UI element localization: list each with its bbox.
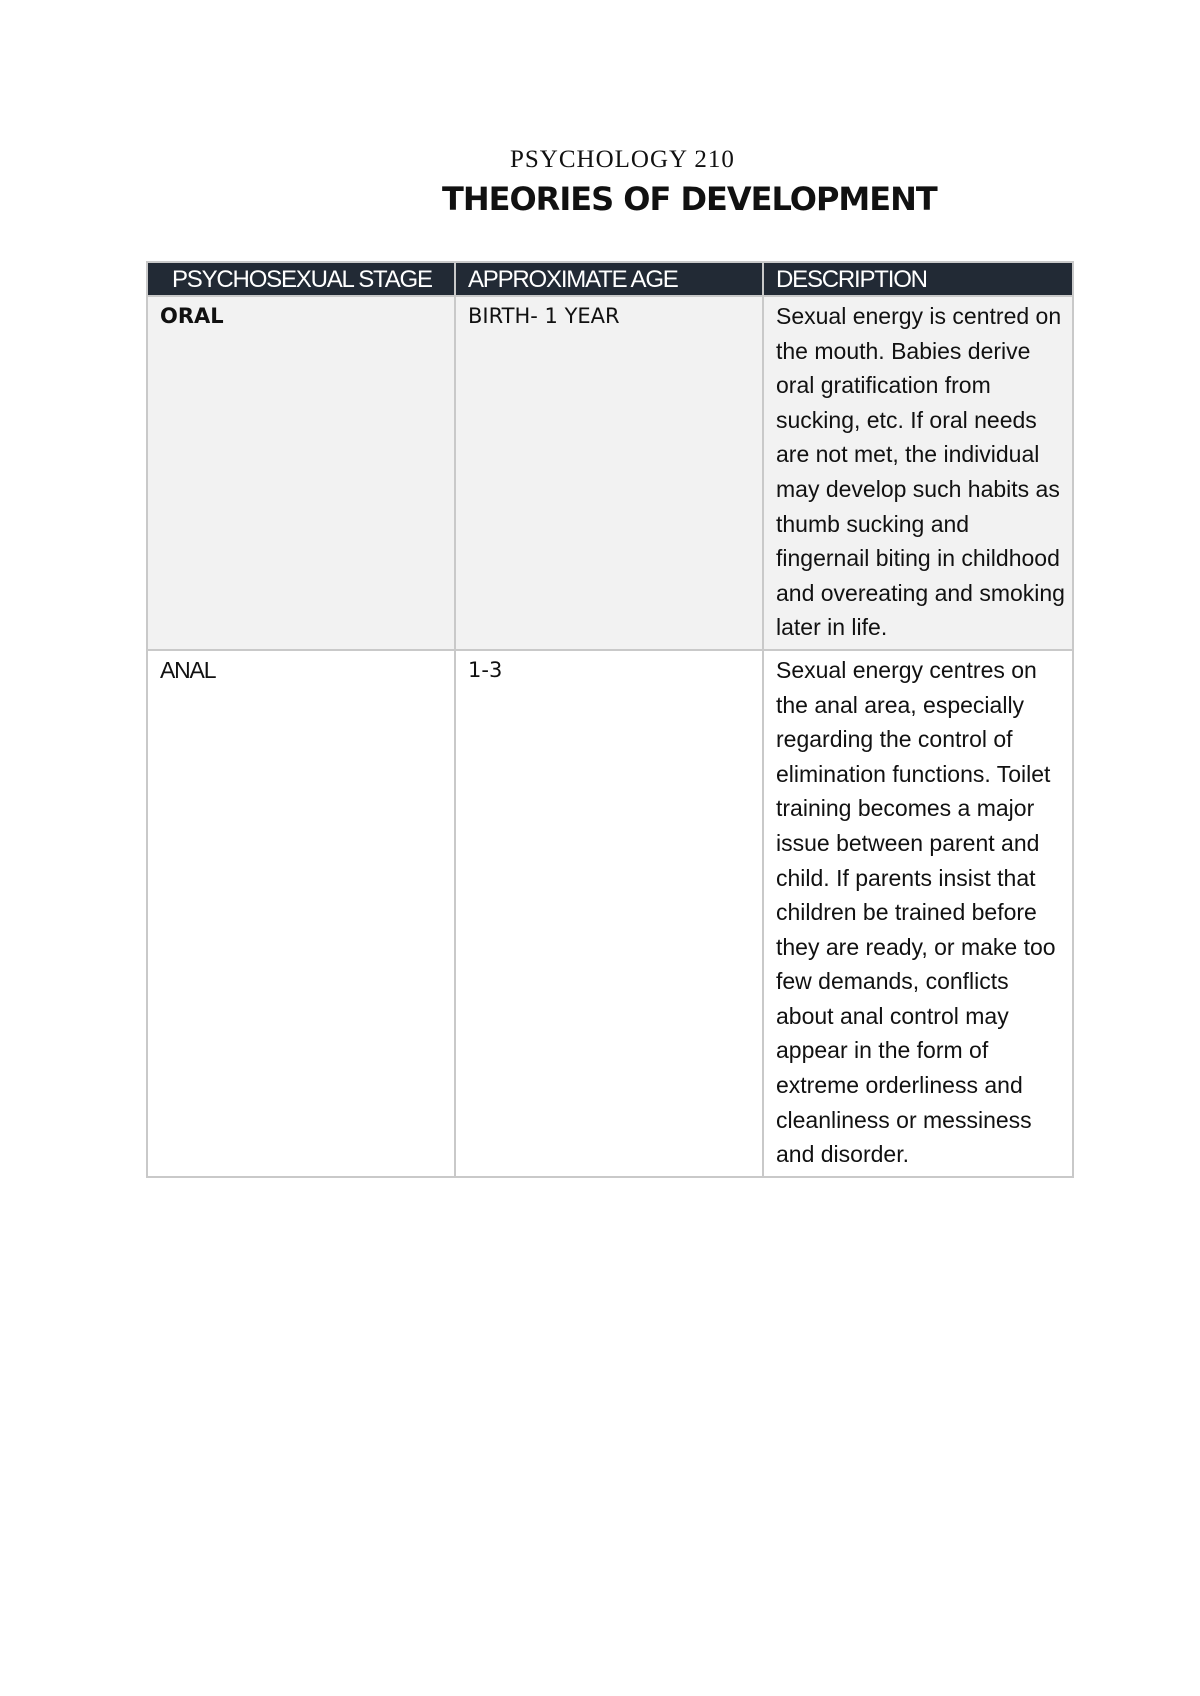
table-header bbox=[147, 262, 1073, 296]
stage-cell: ORAL bbox=[147, 296, 455, 650]
stage-cell: ANAL bbox=[147, 650, 455, 1177]
age-cell: 1-3 bbox=[455, 650, 763, 1177]
table-row bbox=[147, 650, 1073, 1177]
psychosexual-stages-table bbox=[146, 261, 1074, 1178]
description-cell: Sexual energy centres on the anal area, especially regarding the control of elimination functions. Toilet training becomes a major issue between parent and child. If parents insist that children be trained before they are ready, or make too few demands, conflicts about anal control may appear in the form of extreme orderliness and cleanliness or messiness and disorder. bbox=[763, 650, 1073, 1177]
column-header-description: DESCRIPTION bbox=[763, 262, 1073, 296]
header-row bbox=[147, 262, 1073, 296]
course-title: PSYCHOLOGY 210 bbox=[510, 146, 735, 173]
table-row bbox=[147, 296, 1073, 650]
page-title: THEORIES OF DEVELOPMENT bbox=[442, 180, 937, 218]
column-header-stage: PSYCHOSEXUAL STAGE bbox=[147, 262, 455, 296]
column-header-age: APPROXIMATE AGE bbox=[455, 262, 763, 296]
description-cell: Sexual energy is centred on the mouth. Babies derive oral gratification from sucking, etc. If oral needs are not met, the individual may develop such habits as thumb sucking and fingernail biting in childhood and overeating and smoking later in life. bbox=[763, 296, 1073, 650]
table-body bbox=[147, 296, 1073, 1177]
age-cell: BIRTH- 1 YEAR bbox=[455, 296, 763, 650]
